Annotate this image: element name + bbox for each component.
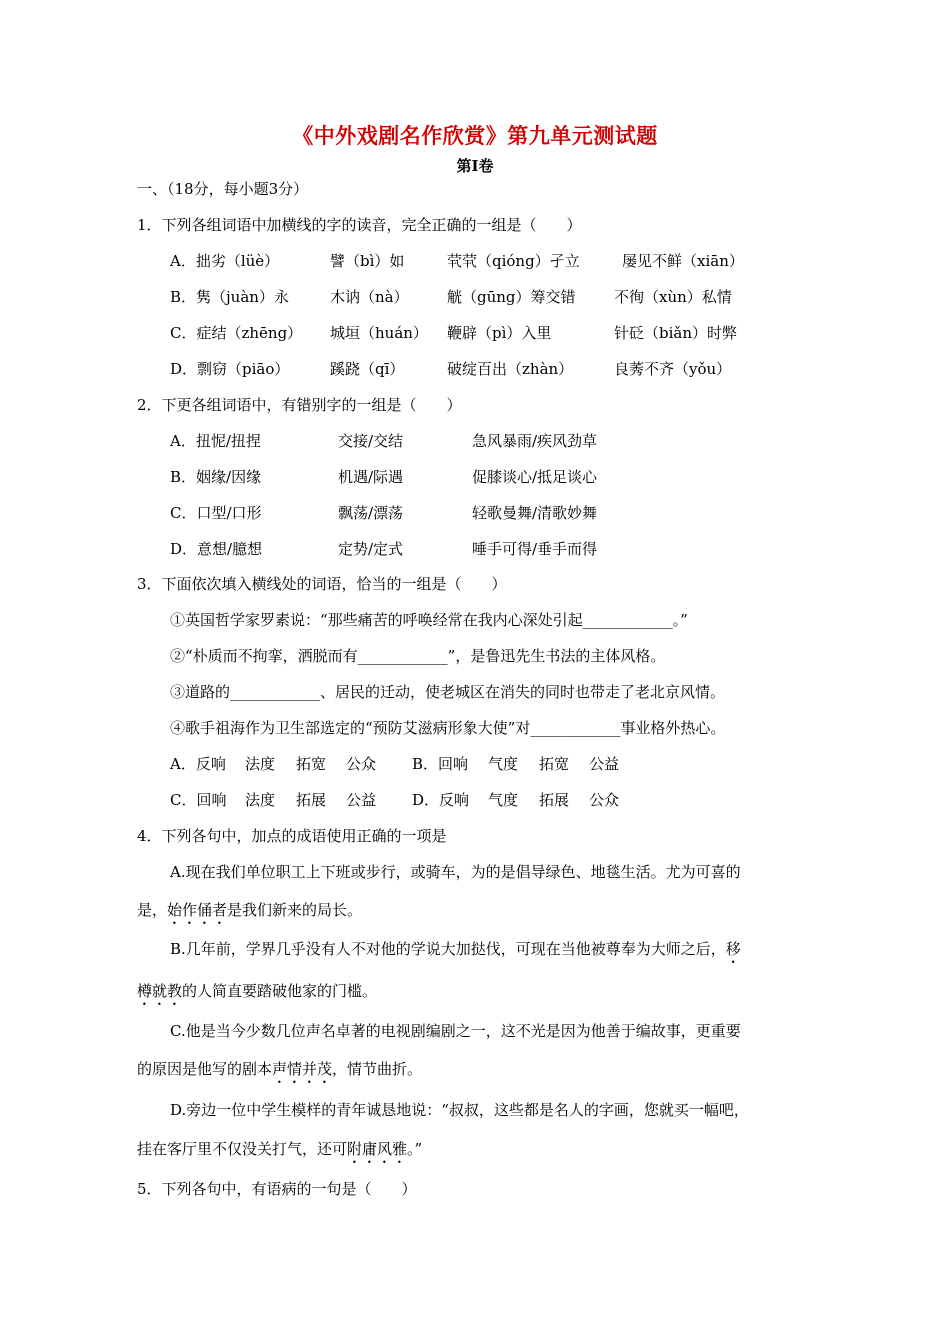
q2-option-c-1: C．口型/口形 — [170, 504, 262, 522]
q3-option-a-2: 法度 — [245, 755, 276, 773]
q3-option-d-4: 公众 — [589, 791, 620, 809]
q3-option-b-3: 拓宽 — [539, 755, 570, 773]
q1-option-b-2: 木讷（nà） — [330, 288, 409, 306]
q3-option-c-4: 公益 — [346, 791, 377, 809]
q4-option-d-line-2 — [137, 1138, 422, 1167]
q3-sentence-1: ①英国哲学家罗素说：“那些痛苦的呼唤经常在我内心深处引起____________。” — [170, 611, 688, 629]
q4-option-c-line-1: C.他是当今少数几位声名卓著的电视剧编剧之一，这不光是因为他善于编故事，更重要 — [170, 1022, 741, 1040]
question-5-stem: 5．下列各句中，有语病的一句是（ ） — [137, 1180, 417, 1198]
q4-option-d-line-1: D.旁边一位中学生模样的青年诚恳地说：“叔叔，这些都是名人的字画，您就买一幅吧， — [170, 1101, 749, 1119]
q4-option-c-text-end: ，情节曲折。 — [332, 1060, 423, 1078]
question-2-stem: 2．下更各组词语中，有错别字的一组是（ ） — [137, 396, 462, 414]
q4-option-a-idiom: 始作俑者 — [167, 901, 228, 919]
q2-option-d-1: D．意想/臆想 — [170, 540, 263, 558]
q4-option-b-idiom-start: 移 — [725, 940, 741, 958]
q3-option-b-2: 气度 — [488, 755, 519, 773]
q3-option-a-1: A．反响 — [170, 755, 226, 773]
q3-option-c-1: C．回响 — [170, 791, 227, 809]
question-1-stem: 1．下列各组词语中加横线的字的读音，完全正确的一组是（ ） — [137, 216, 582, 234]
q4-option-d-text-end: 。” — [407, 1140, 423, 1158]
q4-option-a-text: 是， — [137, 901, 168, 919]
q1-option-d-4: 良莠不齐（yǒu） — [614, 360, 732, 378]
q3-option-d-1: D．反响 — [412, 791, 470, 809]
q2-option-d-2: 定势/定式 — [338, 540, 404, 558]
q4-option-a-line-1: A.现在我们单位职工上下班或步行，或骑车，为的是倡导绿色、地毯生活。尤为可喜的 — [170, 863, 741, 881]
q4-option-b-idiom-end: 樽就教 — [137, 982, 183, 1000]
q2-option-c-2: 飘荡/漂荡 — [338, 504, 404, 522]
q3-option-a-3: 拓宽 — [296, 755, 327, 773]
q2-option-d-3: 唾手可得/垂手而得 — [472, 540, 598, 558]
q2-option-a-3: 急风暴雨/疾风劲草 — [472, 432, 598, 450]
q4-option-b-text-end: 的人简直要踏破他家的门槛。 — [182, 982, 378, 1000]
q1-option-c-2: 城垣（huán） — [330, 324, 428, 342]
q4-option-b-line-1 — [170, 938, 741, 967]
q4-option-d-idiom: 附庸风雅 — [347, 1140, 408, 1158]
q1-option-c-1: C．症结（zhēng） — [170, 324, 303, 342]
q1-option-c-3: 鞭辟（pì）入里 — [447, 324, 552, 342]
q3-option-c-2: 法度 — [245, 791, 276, 809]
q4-option-c-line-2 — [137, 1058, 422, 1087]
q1-option-b-3: 觥（gūng）筹交错 — [447, 288, 576, 306]
q4-option-b-line-2 — [137, 980, 377, 1009]
q3-option-b-4: 公益 — [589, 755, 620, 773]
q3-sentence-3: ③道路的____________、居民的迁动，使老城区在消失的同时也带走了老北京风情。 — [170, 683, 726, 701]
q3-option-c-3: 拓展 — [296, 791, 327, 809]
q1-option-b-4: 不徇（xùn）私情 — [614, 288, 732, 306]
q1-option-d-3: 破绽百出（zhàn） — [447, 360, 574, 378]
q4-option-b-text: B.几年前，学界几乎没有人不对他的学说大加挞伐，可现在当他被尊奉为大师之后， — [170, 940, 726, 958]
q4-option-a-line-2 — [137, 899, 362, 928]
document-title: 《中外戏剧名作欣赏》第九单元测试题 — [292, 123, 658, 148]
q1-option-d-2: 蹊跷（qī） — [330, 360, 405, 378]
q2-option-b-2: 机遇/际遇 — [338, 468, 404, 486]
q1-option-b-1: B．隽（juàn）永 — [170, 288, 289, 306]
section-heading: 一、（18分，每小题3分） — [137, 180, 309, 198]
document-subtitle: 第Ⅰ卷 — [456, 157, 494, 175]
q2-option-b-3: 促膝谈心/抵足谈心 — [472, 468, 598, 486]
q1-option-d-1: D．剽窃（piāo） — [170, 360, 290, 378]
q2-option-a-2: 交接/交结 — [338, 432, 404, 450]
q1-option-a-1: A．拙劣（lüè） — [170, 252, 280, 270]
q2-option-a-1: A．扭怩/扭捏 — [170, 432, 261, 450]
q3-option-d-3: 拓展 — [539, 791, 570, 809]
q2-option-b-1: B．姻缘/因缘 — [170, 468, 262, 486]
q2-option-c-3: 轻歌曼舞/清歌妙舞 — [472, 504, 598, 522]
q1-option-a-4: 屡见不鲜（xiān） — [622, 252, 744, 270]
q1-option-a-3: 茕茕（qióng）孑立 — [447, 252, 580, 270]
q3-sentence-2: ②“朴质而不拘挛，洒脱而有____________”，是鲁迅先生书法的主体风格。 — [170, 647, 666, 665]
q4-option-a-text-end: 是我们新来的局长。 — [227, 901, 363, 919]
question-4-stem: 4．下列各句中，加点的成语使用正确的一项是 — [137, 827, 447, 845]
q4-option-c-text: 的原因是他写的剧本 — [137, 1060, 273, 1078]
q3-sentence-4: ④歌手祖海作为卫生部选定的“预防艾滋病形象大使”对____________事业格外热心。 — [170, 719, 726, 737]
q4-option-d-text: 挂在客厅里不仅没关打气，还可 — [137, 1140, 348, 1158]
q3-option-b-1: B．回响 — [412, 755, 469, 773]
q1-option-a-2: 譬（bì）如 — [330, 252, 405, 270]
q3-option-a-4: 公众 — [346, 755, 377, 773]
question-3-stem: 3．下面依次填入横线处的词语，恰当的一组是（ ） — [137, 575, 507, 593]
q3-option-d-2: 气度 — [488, 791, 519, 809]
q4-option-c-idiom: 声情并茂 — [272, 1060, 333, 1078]
q1-option-c-4: 针砭（biǎn）时弊 — [614, 324, 738, 342]
